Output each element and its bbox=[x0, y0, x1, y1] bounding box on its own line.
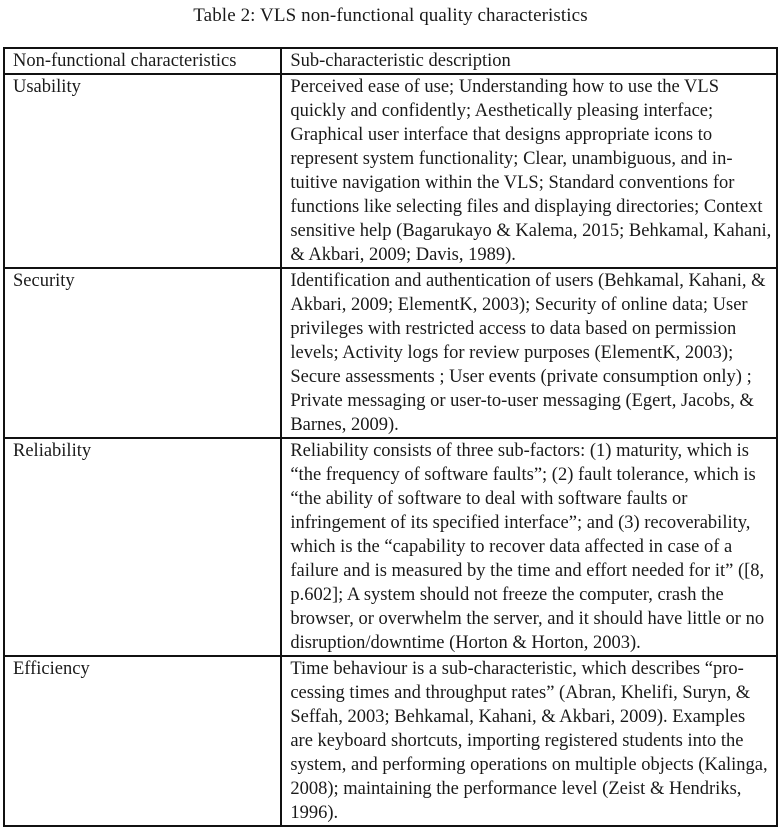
table-row-security bbox=[4, 268, 777, 438]
description-cell: Identification and authentication of users (Behkamal, Kahani, & Akbari, 2009; ElementK, 2003); Security of online data; User privileges with restricted access to data based on permission levels; Activity logs for review purposes (ElementK, 2003); Secure assessments ; User events (private consumption only) ; Private messaging or user-to-user messaging (Egert, Jacobs, & Barnes, 2009). bbox=[281, 268, 777, 438]
quality-characteristics-table bbox=[3, 47, 778, 827]
table-row-reliability bbox=[4, 438, 777, 656]
description-cell: Reliability consists of three sub-factors: (1) maturity, which is “the frequency of software faults”; (2) fault tolerance, which is “the ability of software to deal with software faults or infringement of its specified interface”; and (3) recoverability, which is the “capability to recover data affected in case of a failure and is measured by the time and effort needed for it” ([8, p.602]; A system should not freeze the computer, crash the browser, or overwhelm the server, and it should have little or no disruption/downtime (Horton & Horton, 2003). bbox=[281, 438, 777, 656]
characteristic-cell: Reliability bbox=[4, 438, 281, 656]
column-header-description: Sub-characteristic description bbox=[281, 48, 777, 74]
description-cell: Time behaviour is a sub-characteristic, which describes “processing times and throughput rates” (Abran, Khelifi, Suryn, & Seffah, 2003; Behkamal, Kahani, & Akbari, 2009). Examples are keyboard shortcuts, importing registered students into the system, and performing operations on multiple objects (Kalinga, 2008); maintaining the performance level (Zeist & Hendriks, 1996). bbox=[281, 656, 777, 826]
characteristic-cell: Security bbox=[4, 268, 281, 438]
table-row-usability bbox=[4, 74, 777, 268]
column-header-characteristic: Non-functional characteristics bbox=[4, 48, 281, 74]
table-row-efficiency bbox=[4, 656, 777, 826]
table-header-row bbox=[4, 48, 777, 74]
characteristic-cell: Usability bbox=[4, 74, 281, 268]
table-caption: Table 2: VLS non-functional quality characteristics bbox=[193, 5, 588, 26]
characteristic-cell: Efficiency bbox=[4, 656, 281, 826]
description-cell: Perceived ease of use; Understanding how to use the VLS quickly and confidently; Aesthetically pleasing interface; Graphical user interface that designs appropriate icons to represent system functionality; Clear, unambiguous, and intuitive navigation within the VLS; Standard conventions for functions like selecting files and displaying directories; Context sensitive help (Bagarukayo & Kalema, 2015; Behkamal, Kahani, & Akbari, 2009; Davis, 1989). bbox=[281, 74, 777, 268]
